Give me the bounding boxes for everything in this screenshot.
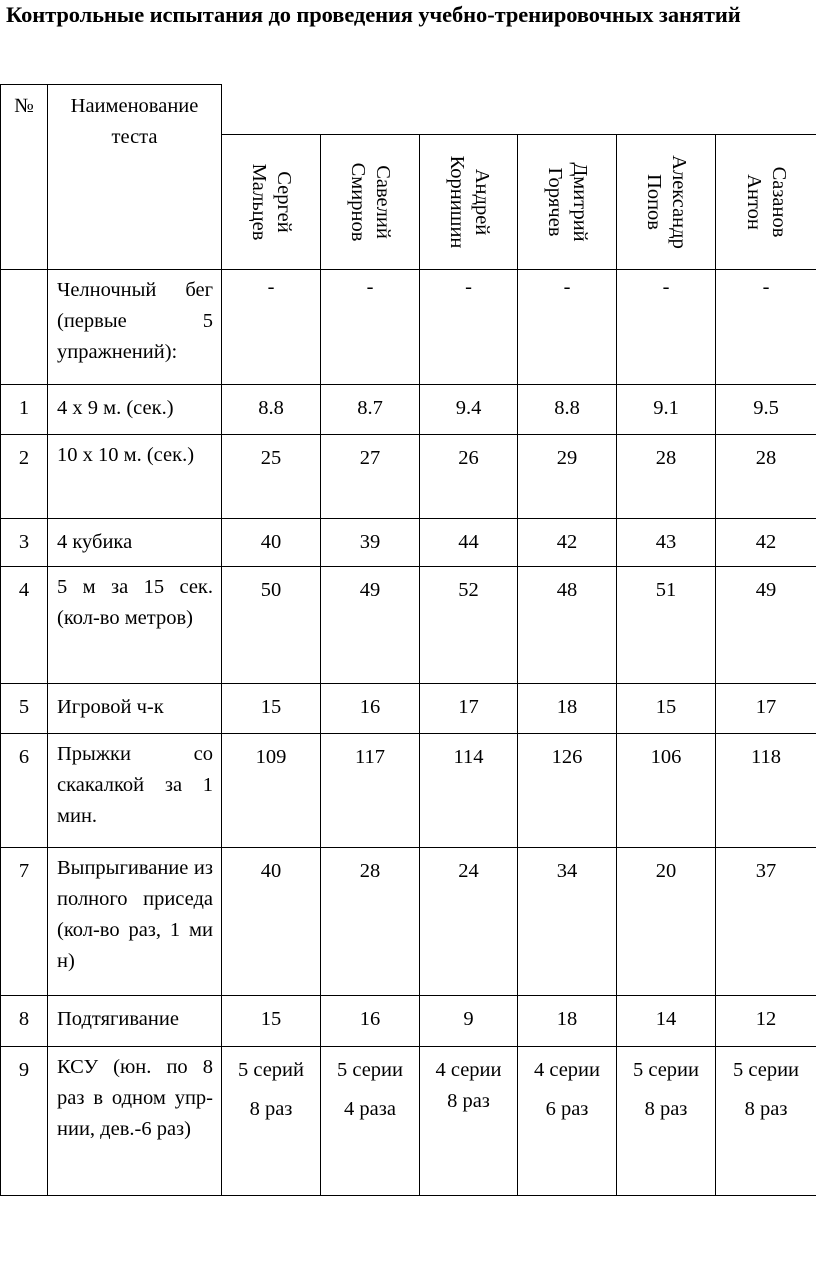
row-value: - [518, 270, 617, 385]
row-value: 106 [617, 734, 716, 848]
row-value: 16 [321, 996, 420, 1047]
ksu-value: 4 серии 8 раз [420, 1047, 518, 1196]
row-value: 16 [321, 684, 420, 734]
row-test: Челночный бег (первые 5 упражнений): [48, 270, 222, 385]
athlete-header: Дмитрий Горячев [518, 135, 617, 270]
row-num: 3 [1, 519, 48, 567]
table-row [1, 734, 816, 848]
header-num: № [1, 85, 48, 270]
row-value: 117 [321, 734, 420, 848]
row-value: 18 [518, 996, 617, 1047]
header-test-name-line2: теста [111, 126, 158, 148]
row-value: 26 [420, 435, 518, 519]
athlete-header: Александр Попов [617, 135, 716, 270]
row-value: - [716, 270, 816, 385]
row-value: 17 [716, 684, 816, 734]
table-row [1, 848, 816, 996]
table-row [1, 519, 816, 567]
ksu-value: 5 серии 8 раз [617, 1047, 716, 1196]
row-value: 51 [617, 567, 716, 684]
row-value: 18 [518, 684, 617, 734]
row-value: 37 [716, 848, 816, 996]
athlete-header: Андрей Корнишин [420, 135, 518, 270]
table-row [1, 684, 816, 734]
row-test: 5 м за 15 сек. (кол-во метров) [48, 567, 222, 684]
row-test: КСУ (юн. по 8 раз в одном упр-нии, дев.-6 раз) [48, 1047, 222, 1196]
table-row [1, 1047, 816, 1196]
row-value: 49 [716, 567, 816, 684]
ksu-value: 5 серий 8 раз [222, 1047, 321, 1196]
row-value: 24 [420, 848, 518, 996]
row-value: 49 [321, 567, 420, 684]
row-num: 9 [1, 1047, 48, 1196]
row-test: Выпрыгивание из полного приседа (кол-во раз, 1 мин) [48, 848, 222, 996]
table-row [1, 567, 816, 684]
row-value: 9 [420, 996, 518, 1047]
row-value: 52 [420, 567, 518, 684]
ksu-value: 5 серии 8 раз [716, 1047, 816, 1196]
row-value: 8.8 [222, 385, 321, 435]
row-value: - [321, 270, 420, 385]
ksu-value: 4 серии 6 раз [518, 1047, 617, 1196]
header-test-name-line1: Наименование [70, 95, 199, 117]
row-num: 4 [1, 567, 48, 684]
ksu-value: 5 серии 4 раза [321, 1047, 420, 1196]
row-value: 27 [321, 435, 420, 519]
row-num: 2 [1, 435, 48, 519]
row-value: 15 [617, 684, 716, 734]
athlete-header: Сазанов Антон [716, 135, 816, 270]
row-num: 8 [1, 996, 48, 1047]
row-value: - [420, 270, 518, 385]
row-value: 114 [420, 734, 518, 848]
row-num: 7 [1, 848, 48, 996]
row-test: Прыжки со скакалкой за 1 мин. [48, 734, 222, 848]
row-num [1, 270, 48, 385]
row-value: 34 [518, 848, 617, 996]
row-value: 29 [518, 435, 617, 519]
athlete-header: Савелий Смирнов [321, 135, 420, 270]
row-value: - [222, 270, 321, 385]
row-value: 15 [222, 684, 321, 734]
table-row [1, 270, 816, 385]
row-value: 28 [716, 435, 816, 519]
row-value: 40 [222, 848, 321, 996]
row-value: 28 [321, 848, 420, 996]
row-value: 39 [321, 519, 420, 567]
row-test: 10 х 10 м. (сек.) [48, 435, 222, 519]
row-test: 4 х 9 м. (сек.) [48, 385, 222, 435]
row-value: 9.5 [716, 385, 816, 435]
row-value: 40 [222, 519, 321, 567]
row-value: 8.7 [321, 385, 420, 435]
row-value: 9.4 [420, 385, 518, 435]
table-row [1, 385, 816, 435]
header-row-top [1, 85, 816, 135]
row-value: 28 [617, 435, 716, 519]
row-value: 17 [420, 684, 518, 734]
results-table [0, 84, 816, 1196]
header-test-name [48, 85, 222, 270]
row-value: 43 [617, 519, 716, 567]
athlete-header: Сергей Мальцев [222, 135, 321, 270]
row-value: 15 [222, 996, 321, 1047]
row-test: Игровой ч-к [48, 684, 222, 734]
row-value: 12 [716, 996, 816, 1047]
table-row [1, 435, 816, 519]
row-value: - [617, 270, 716, 385]
row-value: 44 [420, 519, 518, 567]
row-num: 1 [1, 385, 48, 435]
header-athletes-spacer [222, 85, 816, 135]
row-num: 6 [1, 734, 48, 848]
row-value: 48 [518, 567, 617, 684]
row-value: 14 [617, 996, 716, 1047]
row-value: 118 [716, 734, 816, 848]
row-value: 109 [222, 734, 321, 848]
row-value: 20 [617, 848, 716, 996]
row-value: 9.1 [617, 385, 716, 435]
table-row [1, 996, 816, 1047]
row-test: Подтягивание [48, 996, 222, 1047]
row-value: 126 [518, 734, 617, 848]
row-value: 25 [222, 435, 321, 519]
row-value: 8.8 [518, 385, 617, 435]
row-value: 42 [518, 519, 617, 567]
row-test: 4 кубика [48, 519, 222, 567]
row-num: 5 [1, 684, 48, 734]
document-title: Контрольные испытания до проведения учебно-тренировочных занятий [6, 2, 741, 27]
row-value: 42 [716, 519, 816, 567]
row-value: 50 [222, 567, 321, 684]
